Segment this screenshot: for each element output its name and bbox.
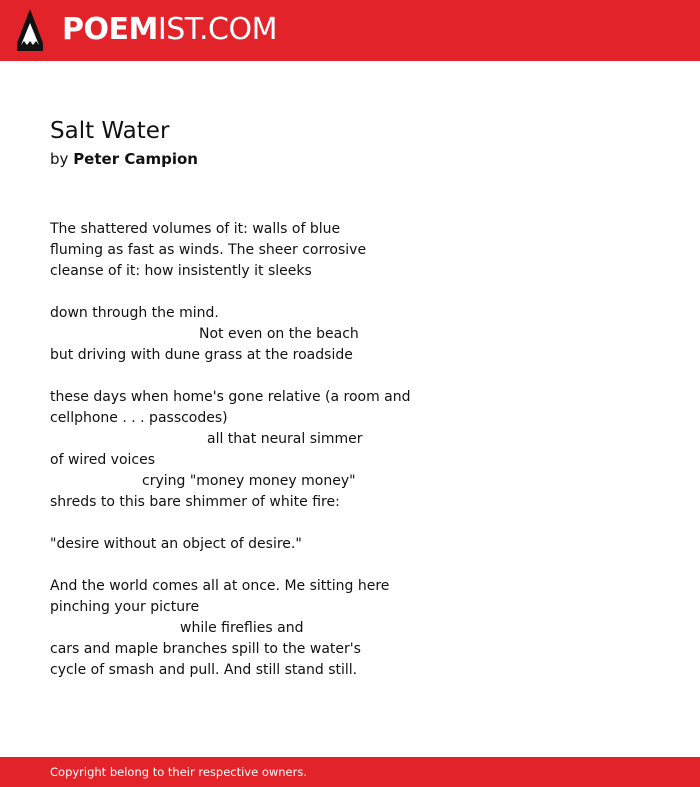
poem-body [50, 219, 650, 681]
by-label: by [50, 150, 69, 168]
poem-line: all that neural simmer [207, 431, 363, 447]
poem-line: of wired voices [50, 452, 156, 468]
poem-line: but driving with dune grass at the roadside [50, 347, 353, 363]
poem-line: cellphone . . . passcodes) [50, 410, 228, 426]
poem-author: Peter Campion [73, 150, 198, 168]
stanza-break [50, 555, 650, 576]
poem-title: Salt Water [50, 118, 170, 144]
stanza-break [50, 282, 650, 303]
poem-line: "desire without an object of desire." [50, 536, 302, 552]
poem-line: crying "money money money" [142, 473, 356, 489]
poem-line: while fireflies and [180, 620, 304, 636]
site-footer [0, 757, 700, 787]
poem-line: cycle of smash and pull. And still stand still. [50, 662, 358, 678]
poem-line: cleanse of it: how insistently it sleeks [50, 263, 312, 279]
poem-line: cars and maple branches spill to the water's [50, 641, 361, 657]
poem-line: And the world comes all at once. Me sitting here [50, 578, 390, 594]
site-logo-text[interactable] [62, 11, 277, 49]
stanza-break [50, 366, 650, 387]
stanza-break [50, 513, 650, 534]
brand-bold-text: POEM [62, 12, 158, 47]
poem-line: fluming as fast as winds. The sheer corrosive [50, 242, 367, 258]
site-header [0, 0, 700, 61]
poem-byline [50, 149, 198, 169]
brand-light-text: IST.COM [157, 12, 277, 47]
copyright-notice: Copyright belong to their respective owners. [50, 765, 308, 779]
poem-line: these days when home's gone relative (a room and [50, 389, 411, 405]
poem-line: The shattered volumes of it: walls of blue [50, 221, 341, 237]
poem-line: down through the mind. [50, 305, 219, 321]
poem-line: Not even on the beach [199, 326, 359, 342]
poem-line: pinching your picture [50, 599, 200, 615]
poem-line: shreds to this bare shimmer of white fire: [50, 494, 340, 510]
pencil-tip-icon[interactable] [17, 9, 43, 51]
